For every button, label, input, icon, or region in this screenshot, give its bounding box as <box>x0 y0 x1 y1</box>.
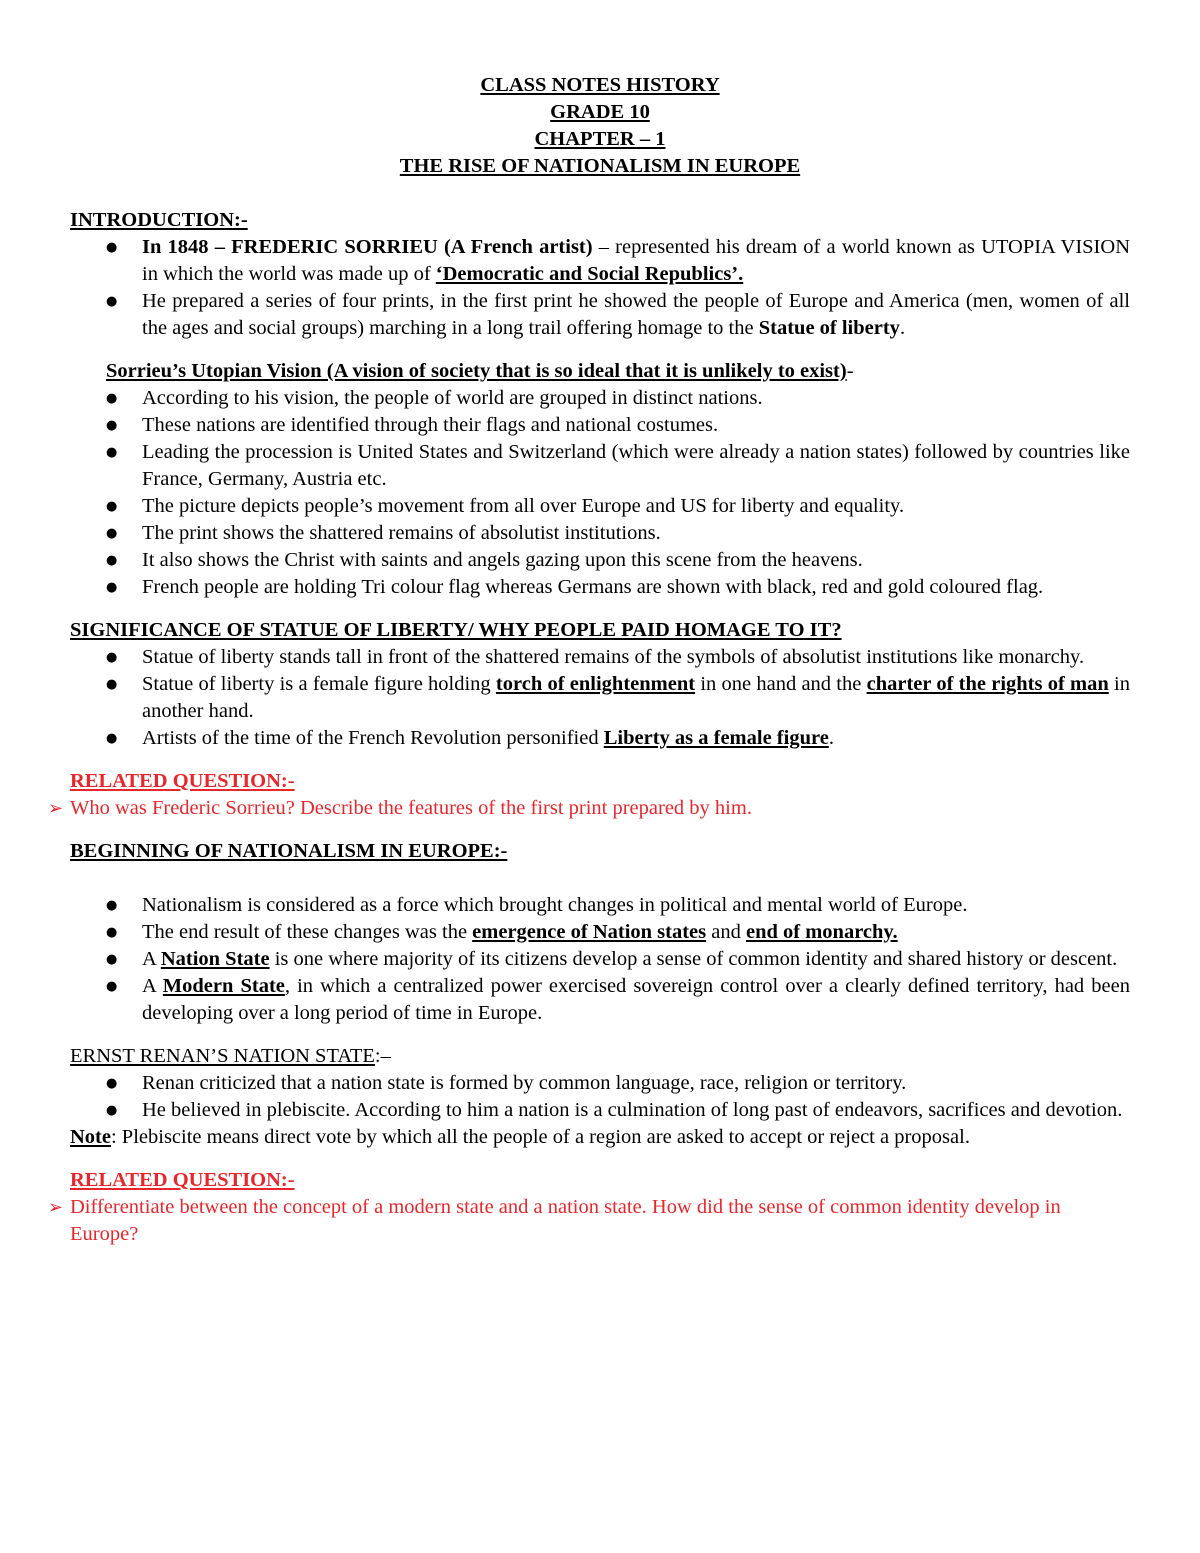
section-related-question-1 <box>48 768 1130 822</box>
section-renan <box>70 1043 1130 1151</box>
list-item: ● Statue of liberty stands tall in front of the shattered remains of the symbols of absolutist institutions like monarchy. <box>70 644 1130 671</box>
list-item: ● The print shows the shattered remains of absolutist institutions. <box>70 520 1130 547</box>
introduction-heading: INTRODUCTION:- <box>70 209 248 231</box>
list-item: ● These nations are identified through their flags and national costumes. <box>70 412 1130 439</box>
list-item: ● A Nation State is one where majority of its citizens develop a sense of common identity and shared history or descent. <box>70 946 1130 973</box>
significance-heading: SIGNIFICANCE OF STATUE OF LIBERTY/ WHY PEOPLE PAID HOMAGE TO IT? <box>70 619 842 641</box>
note: Note: Plebiscite means direct vote by which all the people of a region are asked to accept or reject a proposal. <box>70 1126 970 1148</box>
section-related-question-2 <box>48 1167 1130 1248</box>
related-question: ➢ Differentiate between the concept of a modern state and a nation state. How did the sense of common identity develop in Europe? <box>48 1196 1061 1245</box>
related-question-heading: RELATED QUESTION:- <box>70 770 295 792</box>
list-item: ● The end result of these changes was the emergence of Nation states and end of monarchy. <box>70 919 1130 946</box>
renan-heading: ERNST RENAN’S NATION STATE <box>70 1045 375 1067</box>
related-question: ➢ Who was Frederic Sorrieu? Describe the features of the first print prepared by him. <box>0 795 1130 822</box>
section-introduction <box>70 207 1130 342</box>
header-class-notes: CLASS NOTES HISTORY <box>480 74 720 96</box>
beginning-heading: BEGINNING OF NATIONALISM IN EUROPE:- <box>70 840 508 862</box>
list-item: ● In 1848 – FREDERIC SORRIEU (A French artist) – represented his dream of a world known as UTOPIA VISION in which the world was made up of ‘Democratic and Social Republics’. <box>70 234 1130 288</box>
arrow-bullet-icon: ➢ <box>48 798 64 819</box>
utopian-heading-row: Sorrieu’s Utopian Vision (A vision of society that is so ideal that it is unlikely to exist)- <box>106 360 854 382</box>
section-utopian-vision <box>70 358 1130 601</box>
document-header <box>70 72 1130 180</box>
list-item: ● Artists of the time of the French Revolution personified Liberty as a female figure. <box>70 725 1130 752</box>
list-item: ● The picture depicts people’s movement from all over Europe and US for liberty and equality. <box>70 493 1130 520</box>
list-item: ● Renan criticized that a nation state is formed by common language, race, religion or territory. <box>70 1070 1130 1097</box>
list-item: ● According to his vision, the people of world are grouped in distinct nations. <box>70 385 1130 412</box>
introduction-list <box>70 234 1130 342</box>
header-title: THE RISE OF NATIONALISM IN EUROPE <box>399 155 801 177</box>
section-significance <box>70 617 1130 752</box>
list-item: ● Leading the procession is United States and Switzerland (which were already a nation states) followed by countries like France, Germany, Austria etc. <box>70 439 1130 493</box>
header-chapter: CHAPTER – 1 <box>534 128 666 150</box>
list-item: ● He prepared a series of four prints, in the first print he showed the people of Europe and America (men, women of all the ages and social groups) marching in a long trail offering homage to the Statue of liberty. <box>70 288 1130 342</box>
list-item: ● He believed in plebiscite. According to him a nation is a culmination of long past of endeavors, sacrifices and devotion. <box>70 1097 1130 1124</box>
section-beginning-nationalism <box>70 838 1130 1027</box>
list-item: ● Statue of liberty is a female figure holding torch of enlightenment in one hand and the charter of the rights of man in another hand. <box>70 671 1130 725</box>
renan-heading-row: ERNST RENAN’S NATION STATE:– <box>70 1045 391 1067</box>
list-item: ● It also shows the Christ with saints and angels gazing upon this scene from the heavens. <box>70 547 1130 574</box>
related-question-heading: RELATED QUESTION:- <box>70 1169 295 1191</box>
utopian-list <box>70 385 1130 601</box>
significance-list <box>70 644 1130 752</box>
renan-list <box>70 1070 1130 1124</box>
beginning-list <box>70 892 1130 1027</box>
utopian-heading: Sorrieu’s Utopian Vision (A vision of society that is so ideal that it is unlikely to exist) <box>106 360 847 382</box>
header-grade: GRADE 10 <box>550 101 650 123</box>
arrow-bullet-icon: ➢ <box>48 1197 64 1218</box>
document-page <box>48 72 1130 1248</box>
note-label: Note <box>70 1126 111 1148</box>
list-item: ● A Modern State, in which a centralized power exercised sovereign control over a clearly defined territory, had been developing over a long period of time in Europe. <box>70 973 1130 1027</box>
list-item: ● French people are holding Tri colour flag whereas Germans are shown with black, red and gold coloured flag. <box>70 574 1130 601</box>
list-item: ● Nationalism is considered as a force which brought changes in political and mental world of Europe. <box>70 892 1130 919</box>
